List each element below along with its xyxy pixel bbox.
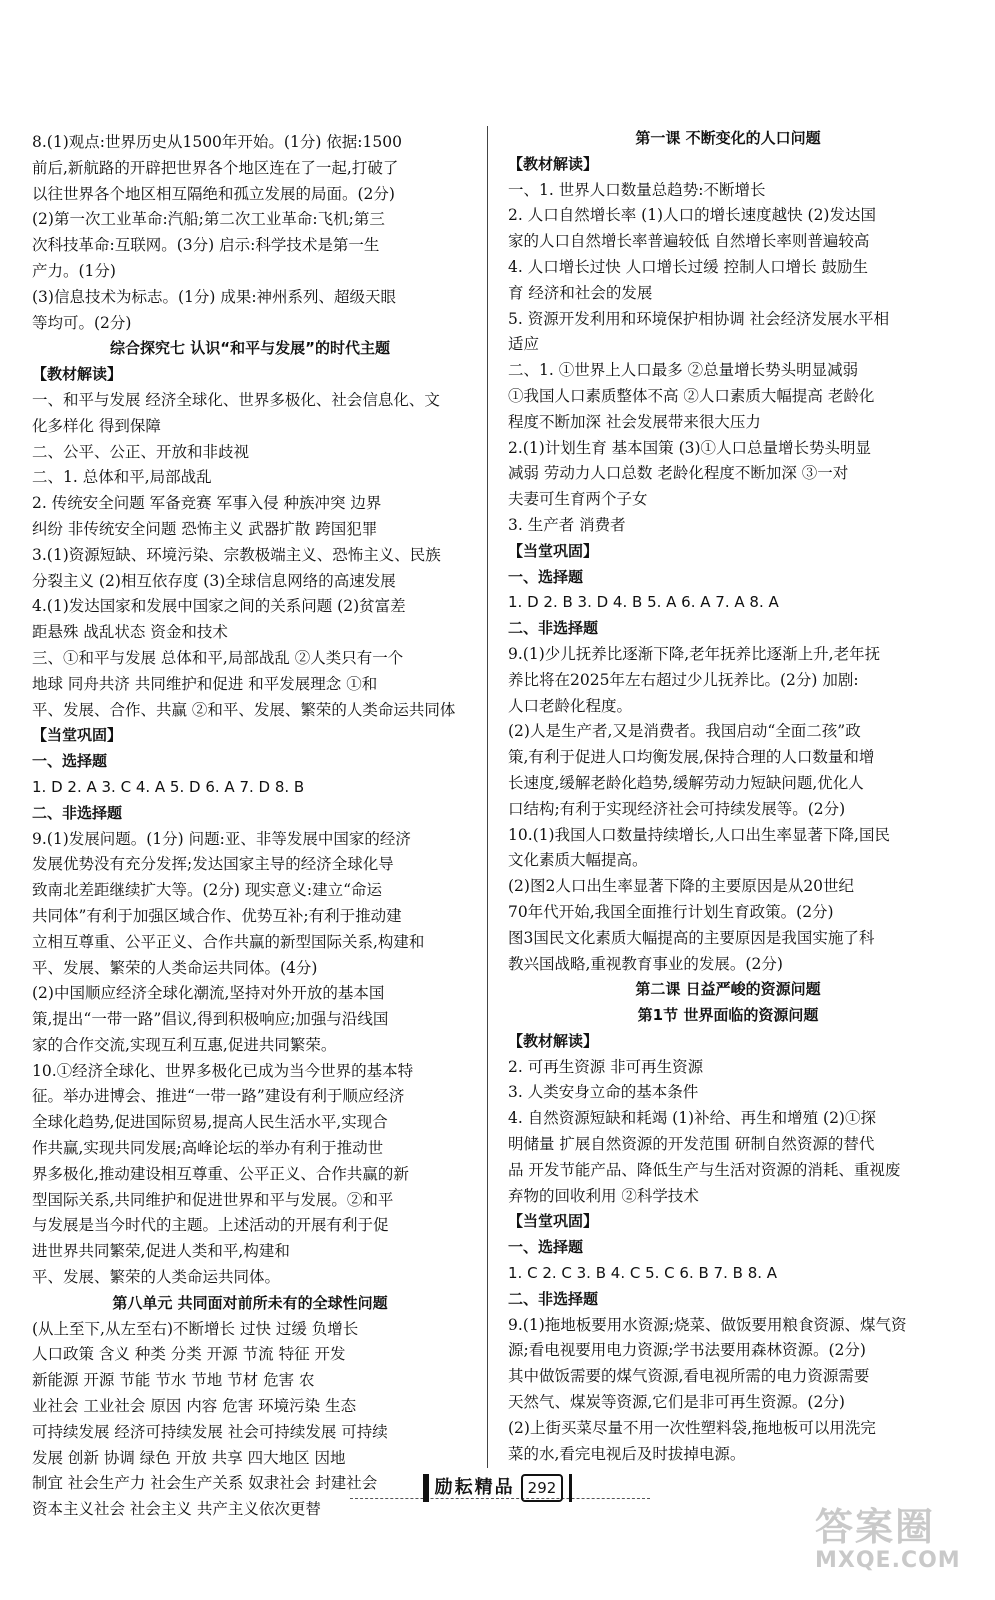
right-text-line: 其中做饭需要的煤气资源,看电视所需的电力资源需要 [508, 1367, 870, 1386]
left-title-line: 第八单元 共同面对前所未有的全球性问题 [112, 1293, 388, 1312]
right-text-line: 明储量 扩展自然资源的开发范围 研制自然资源的替代 [508, 1135, 875, 1154]
left-text-line: 次科技革命:互联网。(3分) 启示:科学技术是第一生 [32, 236, 380, 255]
right-text-line: 9.(1)拖地板要用水资源;烧菜、做饭要用粮食资源、煤气资 [508, 1315, 907, 1334]
right-text-line: 9.(1)少儿抚养比逐渐下降,老年抚养比逐渐上升,老年抚 [508, 644, 881, 663]
left-text-line: 产力。(1分) [32, 261, 116, 280]
left-text-line: 3.(1)资源短缺、环境污染、宗教极端主义、恐怖主义、民族 [32, 545, 441, 564]
right-choice-line: 1. C 2. C 3. B 4. C 5. C 6. B 7. B 8. A [508, 1264, 778, 1283]
right-text-line: 一、1. 世界人口数量总趋势:不断增长 [508, 180, 766, 199]
watermark-top-text: 答案圈 [815, 1505, 936, 1549]
right-text-line: 2. 人口自然增长率 (1)人口的增长速度越快 (2)发达国 [508, 206, 876, 225]
left-text-line: (2)中国顺应经济全球化潮流,坚持对外开放的基本国 [32, 984, 385, 1003]
right-text-line: 教兴国战略,重视教育事业的发展。(2分) [508, 954, 783, 973]
left-text-line: (2)第一次工业革命:汽船;第二次工业革命:飞机;第三 [32, 210, 385, 229]
left-text-line: 等均可。(2分) [32, 313, 132, 332]
left-text-line: 地球 同舟共济 共同维护和促进 和平发展理念 ①和 [32, 674, 378, 693]
left-text-line: 化多样化 得到保障 [32, 416, 161, 435]
right-text-line: 养比将在2025年左右超过少儿抚养比。(2分) 加剧: [508, 670, 859, 689]
right-text-line: 10.(1)我国人口数量持续增长,人口出生率显著下降,国民 [508, 825, 890, 844]
right-subsection-line: 一、选择题 [508, 1238, 584, 1257]
right-text-line: 品 开发节能产品、降低生产与生活对资源的消耗、重视废 [508, 1160, 901, 1179]
left-text-line: 家的合作交流,实现互利互惠,促进共同繁荣。 [32, 1035, 337, 1054]
left-text-line: 2. 传统安全问题 军备竞赛 军事入侵 种族冲突 边界 [32, 494, 382, 513]
right-section-line: 【教材解读】 [508, 1031, 599, 1050]
right-choice-line: 1. D 2. B 3. D 4. B 5. A 6. A 7. A 8. A [508, 593, 779, 612]
left-text-line: 全球化趋势,促进国际贸易,提高人民生活水平,实现合 [32, 1113, 388, 1132]
left-text-line: 征。举办进博会、推进“一带一路”建设有利于顺应经济 [32, 1087, 405, 1106]
left-text-line: 平、发展、合作、共赢 ②和平、发展、繁荣的人类命运共同体 [32, 700, 456, 719]
footer-right-bar [569, 1474, 572, 1502]
left-text-line: 分裂主义 (2)相互依存度 (3)全球信息网络的高速发展 [32, 571, 396, 590]
left-section-line: 【教材解读】 [32, 365, 123, 384]
right-text-line: 二、1. ①世界上人口最多 ②总量增长势头明显减弱 [508, 361, 859, 380]
left-text-line: 纠纷 非传统安全问题 恐怖主义 武器扩散 跨国犯罪 [32, 519, 378, 538]
left-text-line: 距悬殊 战乱状态 资金和技术 [32, 623, 228, 642]
right-text-line: 4. 人口增长过快 人口增长过缓 控制人口增长 鼓励生 [508, 257, 868, 276]
right-subsection-line: 二、非选择题 [508, 1289, 599, 1308]
left-text-line: 界多极化,推动建设相互尊重、公平正义、合作共赢的新 [32, 1164, 409, 1183]
left-column [32, 130, 468, 1523]
left-text-line: 平、发展、繁荣的人类命运共同体。 [32, 1268, 281, 1287]
left-title-line: 综合探究七 认识“和平与发展”的时代主题 [110, 339, 390, 358]
right-text-line: (2)人是生产者,又是消费者。我国启动“全面二孩”政 [508, 722, 861, 741]
left-text-line: 平、发展、繁荣的人类命运共同体。(4分) [32, 958, 318, 977]
left-text-line: 致南北差距继续扩大等。(2分) 现实意义:建立“命运 [32, 881, 383, 900]
left-text-line: 资本主义社会 社会主义 共产主义依次更替 [32, 1500, 321, 1519]
left-text-line: 4.(1)发达国家和发展中国家之间的关系问题 (2)贫富差 [32, 597, 406, 616]
left-text-line: 与发展是当今时代的主题。上述活动的开展有利于促 [32, 1216, 389, 1235]
right-text-line: 源;看电视要用电力资源;学书法要用森林资源。(2分) [508, 1341, 866, 1360]
right-text-line: 5. 资源开发利用和环境保护相协调 社会经济发展水平相 [508, 309, 890, 328]
right-text-line: 4. 自然资源短缺和耗竭 (1)补给、再生和增殖 (2)①探 [508, 1109, 876, 1128]
left-text-line: 型国际关系,共同维护和促进世界和平与发展。②和平 [32, 1190, 394, 1209]
column-divider [487, 126, 488, 1468]
left-subsection-line: 二、非选择题 [32, 803, 123, 822]
page-number: 292 [521, 1474, 564, 1502]
left-text-line: 人口政策 含义 种类 分类 开源 节流 特征 开发 [32, 1345, 346, 1364]
right-text-line: 人口老龄化程度。 [508, 696, 633, 715]
right-text-line: 天然气、煤炭等资源,它们是非可再生资源。(2分) [508, 1393, 845, 1412]
left-text-line: 一、和平与发展 经济全球化、世界多极化、社会信息化、文 [32, 390, 440, 409]
right-section-line: 【教材解读】 [508, 154, 599, 173]
right-text-line: 2.(1)计划生育 基本国策 (3)①人口总量增长势头明显 [508, 438, 872, 457]
right-subsection-line: 一、选择题 [508, 567, 584, 586]
right-text-line: (2)图2人口出生率显著下降的主要原因是从20世纪 [508, 877, 855, 896]
right-text-line: 育 经济和社会的发展 [508, 283, 653, 302]
right-text-line: ①我国人口素质整体不高 ②人口素质大幅提高 老龄化 [508, 386, 875, 405]
right-text-line: 图3国民文化素质大幅提高的主要原因是我国实施了科 [508, 928, 875, 947]
right-text-line: 减弱 劳动力人口总数 老龄化程度不断加深 ③一对 [508, 464, 849, 483]
left-text-line: 8.(1)观点:世界历史从1500年开始。(1分) 依据:1500 [32, 133, 402, 151]
left-text-line: 业社会 工业社会 原因 内容 危害 环境污染 生态 [32, 1397, 357, 1416]
left-text-line: 共同体”有利于加强区域合作、优势互补;有利于推动建 [32, 906, 402, 925]
left-text-line: 发展优势没有充分发挥;发达国家主导的经济全球化导 [32, 855, 394, 874]
right-text-line: 长速度,缓解老龄化趋势,缓解劳动力短缺问题,优化人 [508, 773, 864, 792]
right-title-line: 第二课 日益严峻的资源问题 [635, 980, 821, 999]
left-text-line: 前后,新航路的开辟把世界各个地区连在了一起,打破了 [32, 158, 399, 177]
right-text-line: 弃物的回收利用 ②科学技术 [508, 1186, 699, 1205]
right-text-line: 家的人口自然增长率普遍较低 自然增长率则普遍较高 [508, 232, 870, 251]
right-text-line: 程度不断加深 社会发展带来很大压力 [508, 412, 761, 431]
left-text-line: 作共赢,实现共同发展;高峰论坛的举办有利于推动世 [32, 1139, 384, 1158]
watermark-logo [815, 1506, 975, 1576]
left-section-line: 【当堂巩固】 [32, 726, 123, 745]
left-choice-line: 1. D 2. A 3. C 4. A 5. D 6. A 7. D 8. B [32, 777, 305, 796]
left-text-line: 可持续发展 经济可持续发展 社会可持续发展 可持续 [32, 1422, 388, 1441]
watermark-bottom-text: MXQE.COM [815, 1548, 961, 1573]
brand-logo: 励耘精品 [426, 1474, 521, 1502]
right-text-line: 2. 可再生资源 非可再生资源 [508, 1057, 704, 1076]
left-text-line: 二、公平、公正、开放和非歧视 [32, 442, 250, 461]
right-text-line: (2)上街买菜尽量不用一次性塑料袋,拖地板可以用洗完 [508, 1418, 876, 1437]
left-text-line: 立相互尊重、公平正义、合作共赢的新型国际关系,构建和 [32, 932, 425, 951]
left-text-line: (从上至下,从左至右)不断增长 过快 过缓 负增长 [32, 1319, 359, 1338]
right-text-line: 70年代开始,我国全面推行计划生育政策。(2分) [508, 902, 834, 921]
right-section-line: 【当堂巩固】 [508, 1212, 599, 1231]
right-subsection-line: 二、非选择题 [508, 619, 599, 638]
page-footer [0, 1474, 995, 1508]
right-section-line: 【当堂巩固】 [508, 541, 599, 560]
left-text-line: 制宜 社会生产力 社会生产关系 奴隶社会 封建社会 [32, 1474, 378, 1493]
left-text-line: 发展 创新 协调 绿色 开放 共享 四大地区 因地 [32, 1448, 346, 1467]
right-text-line: 3. 人类安身立命的基本条件 [508, 1083, 699, 1102]
right-text-line: 策,有利于促进人口均衡发展,保持合理的人口数量和增 [508, 748, 875, 767]
left-text-line: 以往世界各个地区相互隔绝和孤立发展的局面。(2分) [32, 184, 395, 203]
right-text-line: 文化素质大幅提高。 [508, 851, 648, 870]
right-text-line: 夫妻可生育两个子女 [508, 490, 648, 509]
right-title-line: 第1节 世界面临的资源问题 [637, 1006, 819, 1025]
right-text-line: 3. 生产者 消费者 [508, 515, 626, 534]
right-column [508, 126, 948, 1467]
left-text-line: 策,提出“一带一路”倡议,得到积极响应;加强与沿线国 [32, 1010, 389, 1029]
left-subsection-line: 一、选择题 [32, 752, 108, 771]
right-title-line: 第一课 不断变化的人口问题 [635, 129, 821, 147]
left-text-line: 进世界共同繁荣,促进人类和平,构建和 [32, 1242, 290, 1261]
right-text-line: 菜的水,看完电视后及时拔掉电源。 [508, 1444, 746, 1463]
left-text-line: 三、①和平与发展 总体和平,局部战乱 ②人类只有一个 [32, 648, 404, 667]
left-text-line: 9.(1)发展问题。(1分) 问题:亚、非等发展中国家的经济 [32, 829, 411, 848]
right-text-line: 适应 [508, 335, 540, 354]
left-text-line: (3)信息技术为标志。(1分) 成果:神州系列、超级天眼 [32, 287, 397, 306]
left-text-line: 二、1. 总体和平,局部战乱 [32, 468, 212, 487]
left-text-line: 10.①经济全球化、世界多极化已成为当今世界的基本特 [32, 1061, 414, 1080]
left-text-line: 新能源 开源 节能 节水 节地 节材 危害 农 [32, 1371, 315, 1390]
right-text-line: 口结构;有利于实现经济社会可持续发展等。(2分) [508, 799, 846, 818]
